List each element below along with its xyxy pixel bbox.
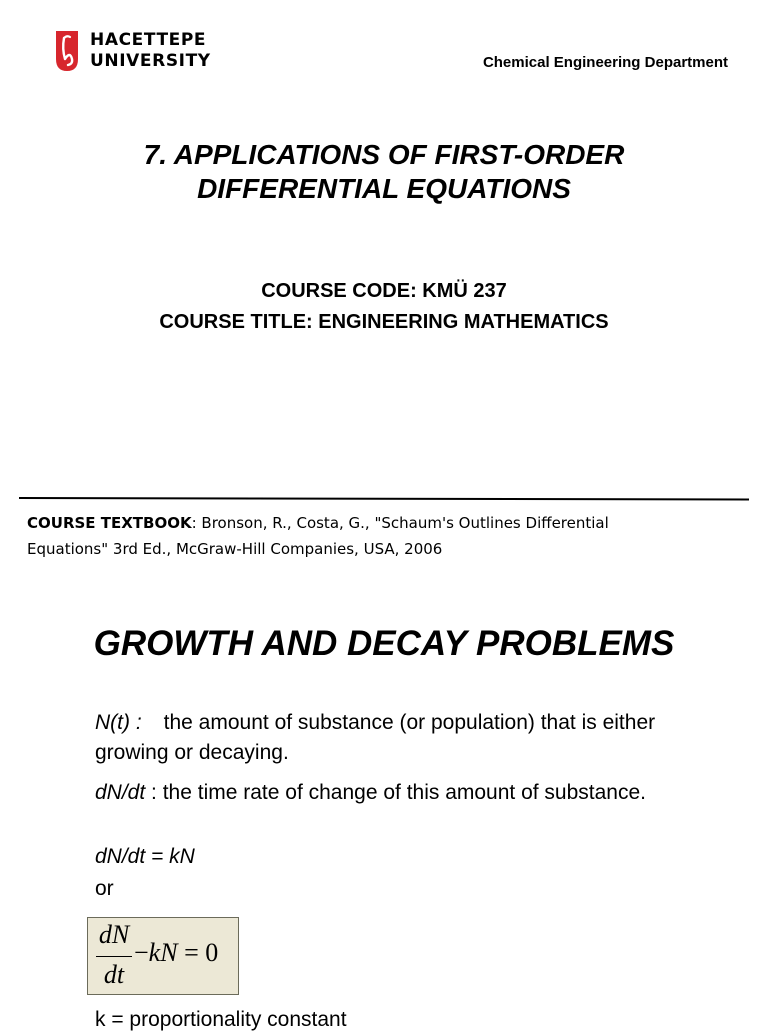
nt-description: the amount of substance (or population) that is either growing or decaying. <box>95 711 656 764</box>
dndt-description: : the time rate of change of this amount of substance. <box>145 781 646 804</box>
proportionality-note: k = proportionality constant <box>95 1008 347 1031</box>
department-name: Chemical Engineering Department <box>482 54 728 71</box>
formula-rest <box>134 938 218 968</box>
university-name <box>90 30 211 72</box>
course-info <box>0 276 768 338</box>
document-title-line1: 7. APPLICATIONS OF FIRST-ORDER <box>143 139 625 170</box>
formula-numerator: dN <box>98 920 130 949</box>
course-textbook <box>27 510 727 562</box>
course-title: COURSE TITLE: ENGINEERING MATHEMATICS <box>159 311 609 333</box>
university-logo-icon <box>53 29 81 73</box>
textbook-label: COURSE TEXTBOOK <box>27 514 192 532</box>
document-title <box>0 138 768 206</box>
university-name-line1: HACETTEPE <box>90 30 207 50</box>
nt-definition <box>95 708 695 768</box>
document-title-line2: DIFFERENTIAL EQUATIONS <box>197 173 571 204</box>
formula-fraction-bar <box>96 956 132 957</box>
formula-equals-zero: = 0 <box>177 938 219 967</box>
divider-line <box>19 497 749 501</box>
rate-equation <box>95 842 695 872</box>
course-code: COURSE CODE: KMÜ 237 <box>261 280 507 302</box>
section-title: GROWTH AND DECAY PROBLEMS <box>93 624 675 663</box>
textbook-line1: : Bronson, R., Costa, G., "Schaum's Outlines Differential <box>191 514 609 532</box>
formula-kn: kN <box>148 938 178 967</box>
or-text: or <box>95 877 114 900</box>
university-name-line2: UNIVERSITY <box>90 51 211 71</box>
formula-denominator: dt <box>103 960 125 989</box>
dndt-term: dN/dt <box>95 781 146 804</box>
formula-minus: − <box>134 938 149 967</box>
dndt-definition <box>95 778 695 808</box>
nt-term: N(t) : <box>95 711 142 734</box>
rate-equation-text: dN/dt = kN <box>95 845 195 868</box>
textbook-line2: Equations" 3rd Ed., McGraw-Hill Companies, USA, 2006 <box>27 540 443 558</box>
